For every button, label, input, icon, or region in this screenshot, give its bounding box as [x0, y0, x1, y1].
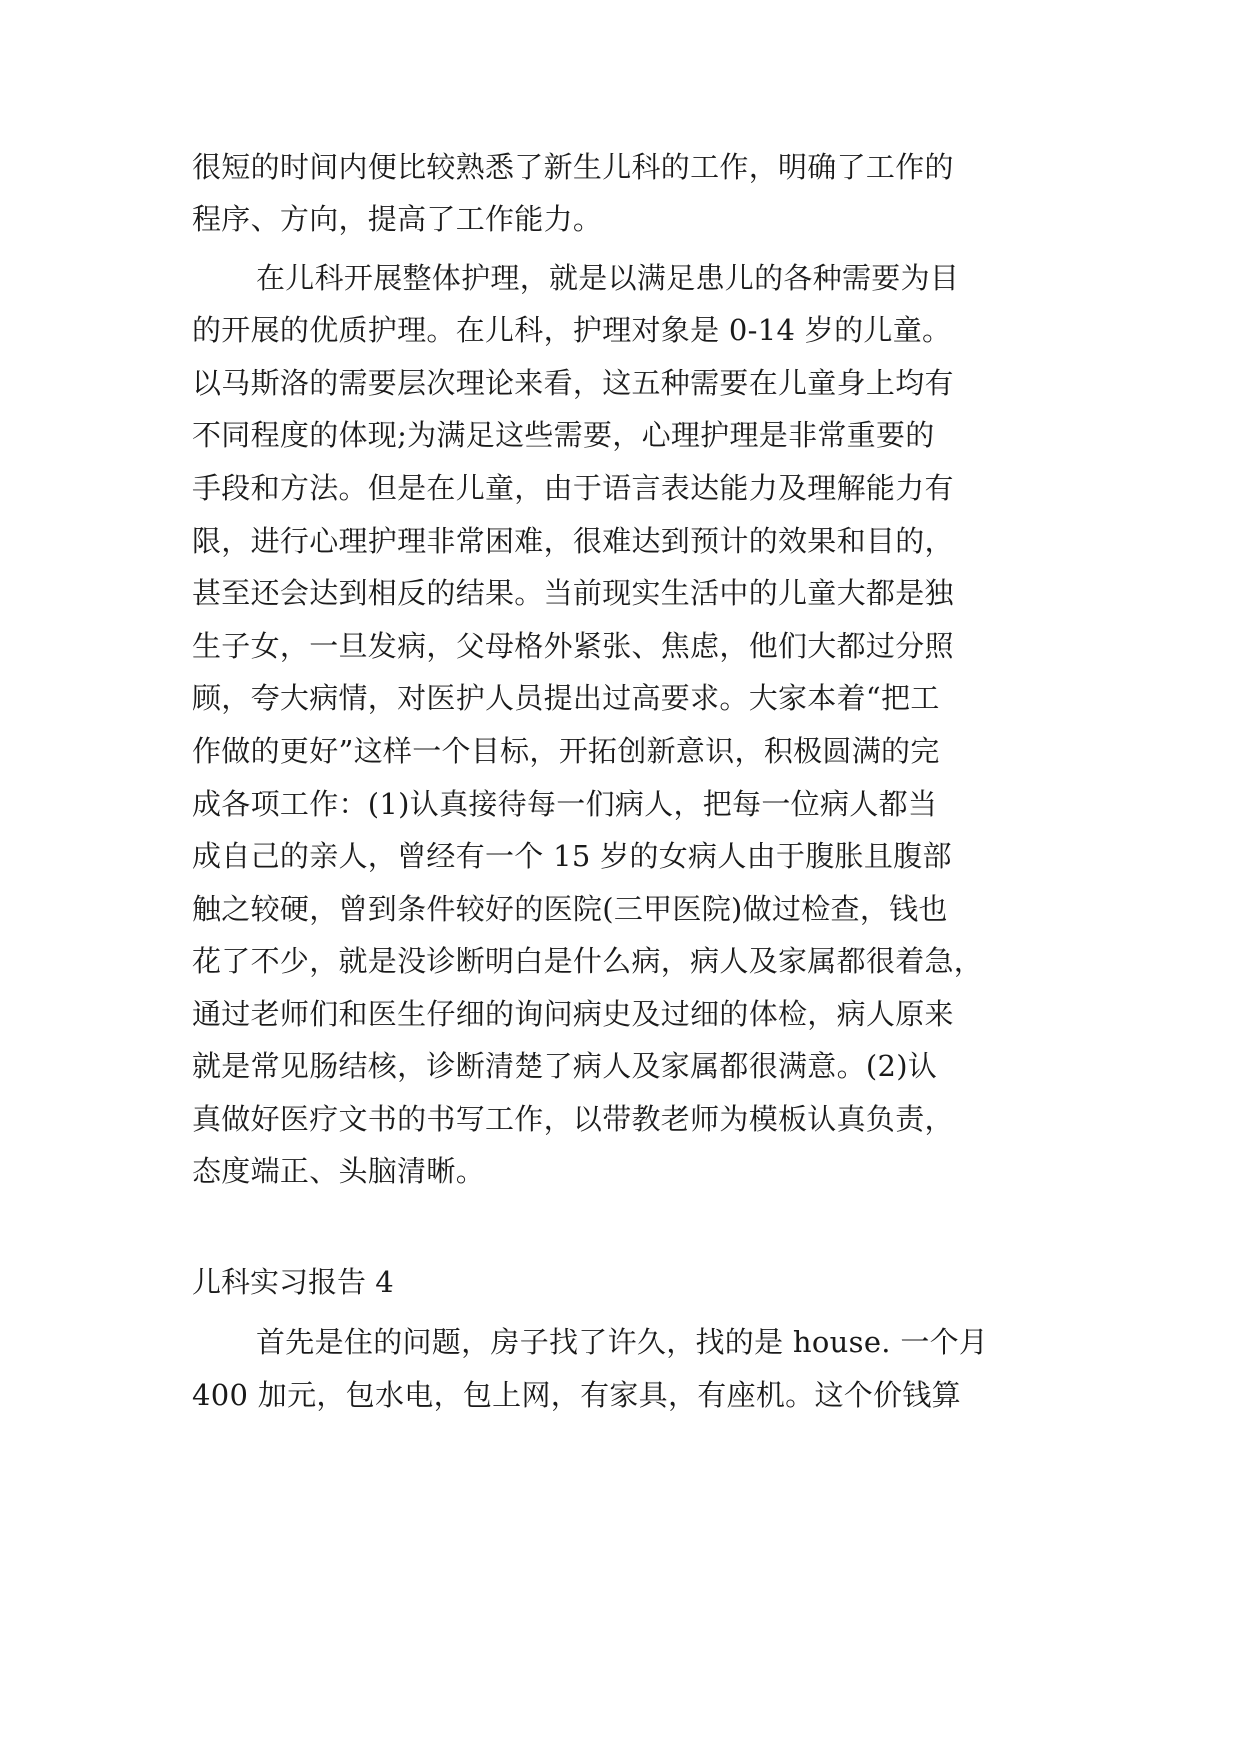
paragraph-2-line-13: 触之较硬，曾到条件较好的医院(三甲医院)做过检查，钱也: [192, 892, 948, 926]
paragraph-2-line-9: 顾，夸大病情，对医护人员提出过高要求。大家本着“把工: [192, 681, 940, 715]
paragraph-2-line-14: 花了不少，就是没诊断明白是什么病，病人及家属都很着急，: [192, 944, 984, 978]
paragraph-1-line-1: 很短的时间内便比较熟悉了新生儿科的工作，明确了工作的: [192, 150, 954, 184]
section-heading: 儿科实习报告 4: [192, 1265, 394, 1299]
paragraph-2-line-7: 甚至还会达到相反的结果。当前现实生活中的儿童大都是独: [192, 576, 954, 610]
paragraph-2-line-16: 就是常见肠结核，诊断清楚了病人及家属都很满意。(2)认: [192, 1049, 938, 1083]
paragraph-2-line-12: 成自己的亲人，曾经有一个 15 岁的女病人由于腹胀且腹部: [192, 839, 952, 873]
paragraph-2-line-4: 不同程度的体现;为满足这些需要，心理护理是非常重要的: [192, 418, 935, 452]
paragraph-2-line-11: 成各项工作：(1)认真接待每一们病人，把每一位病人都当: [192, 787, 938, 821]
paragraph-3-line-2: 400 加元，包水电，包上网，有家具，有座机。这个价钱算: [192, 1378, 961, 1412]
paragraph-2-line-6: 限，进行心理护理非常困难，很难达到预计的效果和目的，: [192, 524, 954, 558]
paragraph-3-line-1: 首先是住的问题，房子找了许久，找的是 house. 一个月: [256, 1325, 989, 1359]
paragraph-2-line-10: 作做的更好”这样一个目标，开拓创新意识，积极圆满的完: [192, 734, 940, 768]
paragraph-2-line-3: 以马斯洛的需要层次理论来看，这五种需要在儿童身上均有: [192, 366, 954, 400]
paragraph-2-line-18: 态度端正、头脑清晰。: [192, 1154, 486, 1188]
paragraph-2-line-5: 手段和方法。但是在儿童，由于语言表达能力及理解能力有: [192, 471, 954, 505]
paragraph-2-line-1: 在儿科开展整体护理，就是以满足患儿的各种需要为目: [256, 261, 960, 295]
paragraph-2-line-8: 生子女，一旦发病，父母格外紧张、焦虑，他们大都过分照: [192, 629, 954, 663]
paragraph-2-line-15: 通过老师们和医生仔细的询问病史及过细的体检，病人原来: [192, 997, 954, 1031]
paragraph-1-line-2: 程序、方向，提高了工作能力。: [192, 202, 603, 236]
paragraph-2-line-17: 真做好医疗文书的书写工作，以带教老师为模板认真负责，: [192, 1102, 954, 1136]
paragraph-2-line-2: 的开展的优质护理。在儿科，护理对象是 0-14 岁的儿童。: [192, 313, 952, 347]
